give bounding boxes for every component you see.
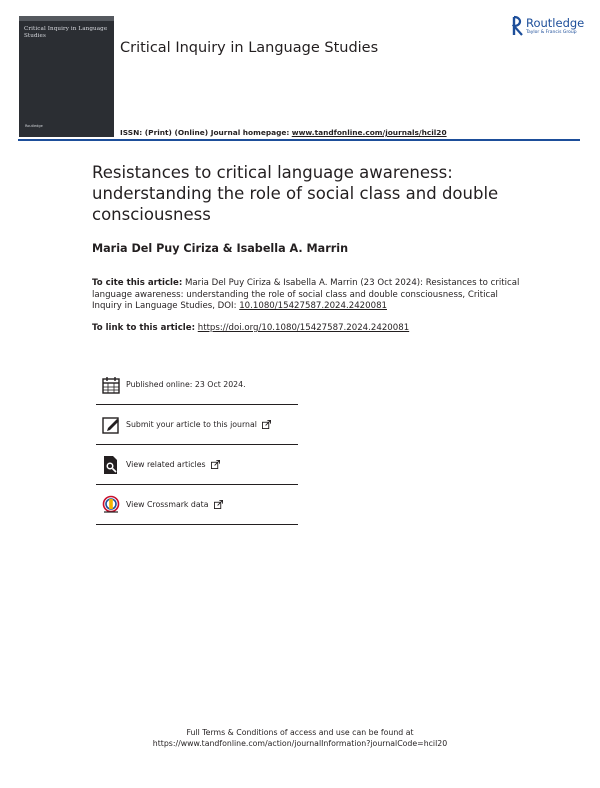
published-online-label: Published online: 23 Oct 2024. <box>126 380 246 389</box>
journal-cover-image <box>19 16 114 137</box>
cite-text: Maria Del Puy Ciriza & Isabella A. Marrin (23 Oct 2024): Resistances to critical language awareness: understanding the role of social class and double consciousness, Critical Inquiry in Language Studies, DOI: <box>92 278 520 312</box>
article-link-line <box>92 323 409 333</box>
link-label: To link to this article: <box>92 323 196 333</box>
publisher-tagline: Taylor & Francis Group <box>526 30 577 35</box>
cover-publisher: Routledge <box>25 124 43 128</box>
issn-label: ISSN: (Print) (Online) Journal homepage: <box>120 128 290 137</box>
document-search-icon <box>100 454 122 476</box>
external-link-icon <box>214 500 223 509</box>
citation-block <box>92 278 522 313</box>
article-actions <box>96 365 298 525</box>
terms-text: Full Terms & Conditions of access and use can be found at <box>186 728 414 737</box>
cite-doi-link[interactable]: 10.1080/15427587.2024.2420081 <box>239 301 387 312</box>
issn-line <box>120 128 447 137</box>
routledge-logo-icon <box>512 15 524 37</box>
external-link-icon <box>262 420 271 429</box>
related-articles-row[interactable] <box>96 445 298 485</box>
crossmark-icon <box>100 494 122 516</box>
article-doi-link[interactable]: https://doi.org/10.1080/15427587.2024.2420081 <box>197 323 410 333</box>
article-authors: Maria Del Puy Ciriza & Isabella A. Marrin <box>92 242 349 255</box>
edit-icon <box>100 414 122 436</box>
terms-link[interactable]: https://www.tandfonline.com/action/journalInformation?journalCode=hcil20 <box>152 739 448 748</box>
cover-band <box>19 16 114 21</box>
submit-article-label[interactable]: Submit your article to this journal <box>126 420 257 429</box>
header-divider <box>18 139 580 141</box>
journal-title[interactable]: Critical Inquiry in Language Studies <box>120 40 379 56</box>
published-online-row <box>96 365 298 405</box>
crossmark-label[interactable]: View Crossmark data <box>126 500 209 509</box>
publisher-logo[interactable] <box>512 15 592 41</box>
cite-label: To cite this article: <box>92 278 183 288</box>
terms-footer <box>0 727 600 749</box>
cover-title: Critical Inquiry in Language Studies <box>24 26 108 39</box>
related-articles-label[interactable]: View related articles <box>126 460 206 469</box>
article-title: Resistances to critical language awareness: understanding the role of social class and double consciousness <box>92 163 499 224</box>
journal-homepage-link[interactable]: www.tandfonline.com/journals/hcil20 <box>291 128 447 137</box>
calendar-icon <box>100 374 122 396</box>
crossmark-row[interactable] <box>96 485 298 525</box>
submit-article-row[interactable] <box>96 405 298 445</box>
external-link-icon <box>211 460 220 469</box>
publisher-name: Routledge <box>526 16 585 30</box>
